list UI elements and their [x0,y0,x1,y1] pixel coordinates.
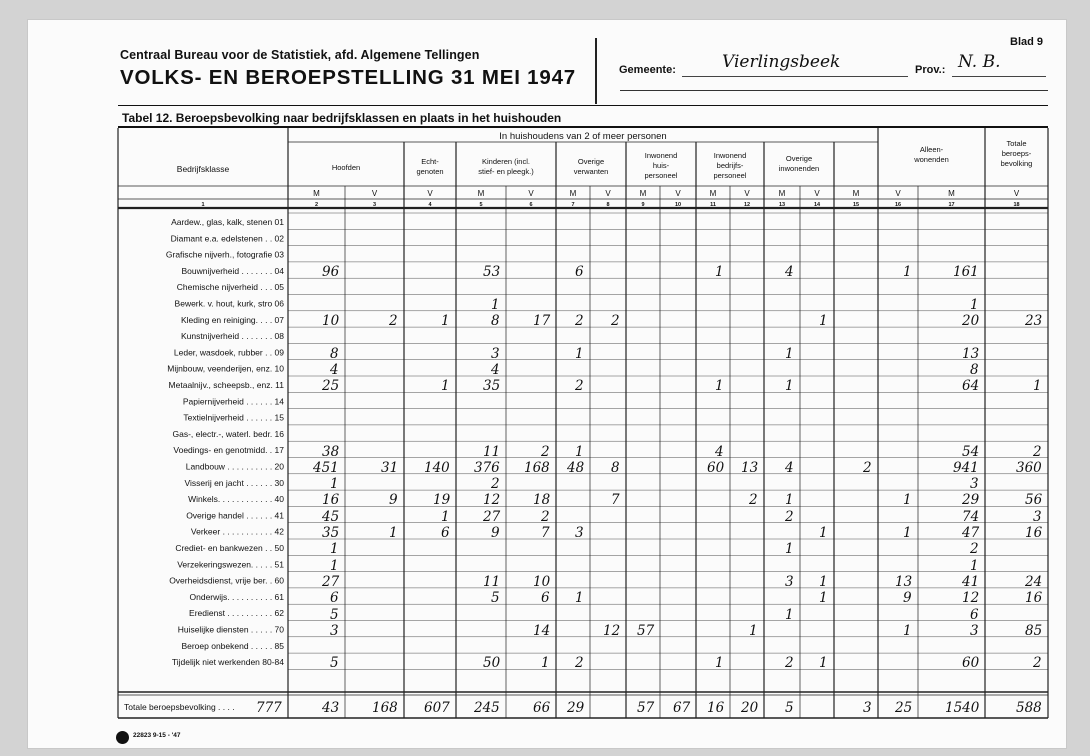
table-cell-value: 1 [785,492,794,509]
table-cell-value: 941 [953,459,979,476]
table-cell-value: 74 [962,508,980,525]
table-cell-value: 16 [322,492,340,509]
bedrijfsklasse-label: Aardew., glas, kalk, stenen 01 [171,217,284,227]
table-cell-value: 1 [1033,378,1042,395]
table-cell-value: 1 [970,296,979,313]
totals-cell-value: 3 [863,700,872,716]
table-cell-value: 13 [895,573,913,590]
mv-label: M [477,189,485,198]
totals-label: Totale beroepsbevolking . . . . [124,702,235,712]
inwonend-bedrijfspersoneel-header: personeel [713,171,747,180]
totals-cell-value: 168 [372,700,398,716]
totals-cell-value: 5 [785,700,794,716]
bedrijfsklasse-label: Eredienst . . . . . . . . . . 62 [189,608,284,619]
table-cell-value: 1 [715,655,724,672]
table-cell-value: 2 [541,443,550,460]
overige-verwanten-header: Overige [577,157,605,166]
table-cell-value: 8 [330,345,339,362]
mv-label: V [528,189,534,198]
table-cell-value: 2 [575,655,584,672]
table-cell-value: 1 [819,313,828,330]
mv-label: M [852,189,860,198]
table-cell-value: 27 [322,573,340,590]
table-cell-value: 1 [785,378,794,395]
column-number: 18 [1013,202,1020,208]
bedrijfsklasse-label: Voedings- en genotmidd. . 17 [173,445,284,456]
kinderen-header: stief- en pleegk.) [478,167,534,176]
alleenwonenden-header: Alleen- [919,145,944,154]
table-cell-value: 2 [491,476,500,493]
table-cell-value: 23 [1025,313,1043,330]
bedrijfsklasse-label: Overige handel . . . . . . 41 [186,510,284,521]
table-cell-value: 1 [389,525,398,541]
overige-verwanten-header: verwanten [573,167,609,176]
table-cell-value: 6 [575,264,584,281]
bedrijfsklasse-label: Visserij en jacht . . . . . . 30 [184,477,284,488]
table-cell-value: 1 [785,345,794,362]
table-cell-value: 4 [330,362,339,378]
table-cell-value: 19 [433,492,451,509]
totals-cell-value: 777 [256,700,282,716]
bedrijfsklasse-label: Gas-, electr.-, waterl. bedr. 16 [172,428,284,439]
bedrijfsklasse-header: Bedrijfsklasse [176,164,230,174]
column-number: 7 [571,202,575,208]
table-cell-value: 168 [524,459,550,476]
table-cell-value: 1 [541,655,550,672]
inwonend-bedrijfspersoneel-header: Inwonend [713,151,747,160]
table-cell-value: 31 [381,459,399,476]
table-cell-value: 1 [903,492,912,509]
table-title: Tabel 12. Beroepsbevolking naar bedrijfsklassen en plaats in het huishouden [122,111,562,125]
table-cell-value: 2 [541,508,550,525]
bedrijfsklasse-label: Onderwijs. . . . . . . . . . 61 [189,591,284,602]
alleenwonenden-header: wonenden [914,155,949,164]
table-cell-value: 50 [483,655,501,672]
table-cell-value: 4 [715,443,724,460]
printer-logo-icon [116,731,129,744]
table-cell-value: 1 [819,573,828,590]
table-cell-value: 35 [322,525,340,541]
inwonend-huispersoneel-header: personeel [644,171,678,180]
column-number: 15 [852,202,860,208]
column-number: 6 [529,202,533,208]
table-cell-value: 48 [567,459,585,476]
table-cell-value: 161 [953,264,979,281]
table-cell-value: 35 [483,378,501,395]
table-cell-value: 11 [483,573,501,590]
table-cell-value: 1 [785,606,794,623]
table-cell-value: 56 [1025,492,1043,509]
column-number: 8 [606,202,610,208]
table-cell-value: 64 [962,378,980,395]
totals-cell-value: 245 [474,700,500,716]
table-cell-value: 2 [1033,655,1042,672]
totals-cell-value: 66 [533,700,551,716]
table-cell-value: 3 [575,525,584,541]
bedrijfsklasse-label: Huiselijke diensten . . . . . 70 [177,624,284,635]
bedrijfsklasse-label: Bouwnijverheid . . . . . . . 04 [181,265,284,276]
table-cell-value: 60 [707,459,725,476]
mv-label: M [709,189,717,198]
totals-cell-value: 20 [741,700,759,716]
bedrijfsklasse-label: Overheidsdienst, vrije ber. . 60 [169,575,284,586]
table-cell-value: 2 [785,508,794,525]
table-cell-value: 17 [533,313,551,330]
table-cell-value: 5 [330,606,339,623]
mv-label: M [639,189,647,198]
column-number: 4 [428,202,432,208]
gemeente-label: Gemeente: [619,64,676,76]
bedrijfsklasse-label: Leder, wasdoek, rubber . . 09 [173,347,284,358]
table-cell-value: 9 [389,492,398,509]
mv-label: V [744,189,750,198]
table-cell-value: 24 [1025,573,1043,590]
mv-label: V [895,189,901,198]
table-cell-value: 1 [903,525,912,541]
table-cell-value: 13 [962,345,980,362]
table-cell-value: 11 [483,443,501,460]
bedrijfsklasse-label: Grafische nijverh., fotografie 03 [165,249,284,260]
table-cell-value: 2 [1033,443,1042,460]
echtgenoten-header: genoten [416,167,444,176]
column-number: 14 [813,202,821,208]
table-cell-value: 5 [491,590,500,607]
echtgenoten-header: Echt- [421,157,439,166]
sheet-number: Blad 9 [1010,36,1044,48]
bedrijfsklasse-label: Landbouw . . . . . . . . . . 20 [185,461,284,472]
table-cell-value: 7 [541,525,550,541]
bedrijfsklasse-label: Verzekeringswezen. . . . . 51 [177,559,284,570]
totals-cell-value: 1540 [945,700,980,716]
totals-cell-value: 57 [637,700,655,716]
table-cell-value: 14 [533,622,551,639]
totals-cell-value: 16 [707,700,725,716]
column-number: 17 [948,202,955,208]
mv-label: M [313,189,320,198]
table-cell-value: 140 [424,459,450,476]
table-cell-value: 54 [962,443,980,460]
totale-beroepsbevolking-header: beroeps- [1001,149,1032,158]
table-cell-value: 2 [749,492,758,509]
table-cell-value: 1 [970,557,979,574]
table-cell-value: 10 [533,573,551,590]
table-cell-value: 2 [575,378,584,395]
mv-label: M [948,189,955,198]
bedrijfsklasse-label: Metaalnijv., scheepsb., enz. 11 [168,380,284,390]
table-cell-value: 57 [637,622,655,639]
table-cell-value: 12 [962,590,980,607]
table-cell-value: 2 [389,313,398,330]
table-cell-value: 1 [441,378,450,395]
column-number: 1 [201,202,205,208]
totale-beroepsbevolking-header: bevolking [1000,159,1033,168]
column-number: 2 [314,202,319,208]
bedrijfsklasse-label: Bewerk. v. hout, kurk, stro 06 [174,298,284,309]
table-cell-value: 6 [441,525,450,541]
bedrijfsklasse-label: Mijnbouw, veenderijen, enz. 10 [167,363,284,374]
table-cell-value: 1 [575,443,584,460]
table-cell-value: 360 [1016,459,1042,476]
table-cell-value: 9 [491,525,500,541]
table-cell-value: 20 [962,313,980,330]
table-cell-value: 8 [491,313,500,330]
table-cell-value: 6 [970,606,979,623]
table-cell-value: 1 [715,378,724,395]
mv-label: V [371,189,378,198]
table-cell-value: 1 [441,313,450,330]
table-cell-value: 12 [483,492,501,509]
table-cell-value: 4 [785,264,794,281]
table-cell-value: 13 [741,459,759,476]
totale-beroepsbevolking-header: Totale [1006,139,1027,148]
print-code: 22823 9-15 - '47 [133,732,181,739]
bedrijfsklasse-label: Textielnijverheid . . . . . . 15 [183,412,284,423]
bedrijfsklasse-label: Papiernijverheid . . . . . . 14 [182,396,284,407]
table-cell-value: 53 [483,264,501,281]
bedrijfsklasse-label: Kunstnijverheid . . . . . . . 08 [181,331,284,342]
table-cell-value: 451 [313,459,339,476]
table-cell-value: 41 [962,573,980,590]
table-cell-value: 8 [611,459,620,476]
mv-label: M [569,189,577,198]
bedrijfsklasse-label: Tijdelijk niet werkenden 80-84 [171,657,284,668]
table-cell-value: 25 [322,378,340,395]
table-cell-value: 4 [785,459,794,476]
bedrijfsklasse-label: Verkeer . . . . . . . . . . . 42 [190,526,284,537]
mv-label: V [427,189,433,198]
mv-label: V [1013,189,1020,198]
mv-label: V [675,189,681,198]
table-cell-value: 6 [330,590,339,607]
table-cell-value: 3 [785,573,794,590]
overige-inwonenden-header: Overige [785,154,813,163]
inwonend-huispersoneel-header: huis- [652,161,670,170]
table-cell-value: 1 [715,264,724,281]
bedrijfsklasse-label: Winkels. . . . . . . . . . . . 40 [188,494,284,505]
prov-value[interactable]: N. B. [958,52,1001,72]
column-number: 10 [674,202,682,208]
table-cell-value: 60 [962,655,980,672]
table-cell-value: 2 [611,313,620,330]
table-cell-value: 1 [903,264,912,281]
table-cell-value: 3 [970,476,979,493]
table-cell-value: 8 [970,362,979,378]
bureau-name: Centraal Bureau voor de Statistiek, afd. Algemene Tellingen [120,48,480,62]
table-cell-value: 3 [491,345,500,362]
kinderen-header: Kinderen (incl. [482,157,530,166]
table-cell-value: 1 [575,590,584,607]
totals-cell-value: 43 [322,700,340,716]
table-cell-value: 1 [903,622,912,639]
totals-cell-value: 607 [424,700,450,716]
table-cell-value: 5 [330,655,339,672]
table-cell-value: 376 [474,459,500,476]
table-cell-value: 3 [330,622,339,639]
table-cell-value: 1 [819,525,828,541]
table-cell-value: 27 [483,508,501,525]
table-cell-value: 12 [603,622,621,639]
inwonend-bedrijfspersoneel-header: bedrijfs- [716,161,744,170]
totals-cell-value: 588 [1016,700,1042,716]
table-cell-value: 16 [1025,590,1043,607]
bedrijfsklasse-label: Kleding en reiniging. . . . 07 [180,314,284,325]
table-cell-value: 2 [575,313,584,330]
table-cell-value: 3 [1033,508,1042,525]
table-cell-value: 1 [330,476,339,493]
column-number: 11 [710,202,716,208]
table-cell-value: 16 [1025,525,1043,541]
column-number: 12 [743,202,751,208]
table-cell-value: 3 [970,622,979,639]
hoofden-header: Hoofden [331,163,361,172]
table-cell-value: 4 [491,362,500,378]
table-cell-value: 1 [330,541,339,558]
totals-cell-value: 25 [895,700,913,716]
bedrijfsklasse-label: Beroep onbekend . . . . . 85 [181,640,284,651]
table-cell-value: 38 [322,443,340,460]
form-title: VOLKS- EN BEROEPSTELLING 31 MEI 1947 [120,66,576,89]
table-cell-value: 45 [322,508,340,525]
column-number: 3 [372,202,377,208]
bedrijfsklasse-label: Diamant e.a. edelstenen . . 02 [170,233,284,244]
table-cell-value: 1 [785,541,794,558]
table-cell-value: 96 [322,264,340,281]
prov-label: Prov.: [915,64,946,76]
bedrijfsklasse-label: Chemische nijverheid . . . 05 [176,282,284,293]
table-cell-value: 47 [962,525,980,541]
huishoudens-group-header: In huishoudens van 2 of meer personen [499,131,667,142]
table-cell-value: 1 [819,655,828,672]
table-cell-value: 1 [575,345,584,362]
mv-label: M [778,189,786,198]
overige-inwonenden-header: inwonenden [778,164,820,173]
mv-label: V [605,189,611,198]
table-cell-value: 9 [903,590,912,607]
column-number: 16 [894,202,902,208]
table-cell-value: 7 [611,492,620,509]
table-cell-value: 29 [962,492,980,509]
table-cell-value: 18 [533,492,551,509]
column-number: 5 [479,202,483,208]
table-cell-value: 1 [491,296,500,313]
totals-cell-value: 67 [673,700,691,716]
table-cell-value: 1 [749,622,758,639]
bedrijfsklasse-label: Crediet- en bankwezen . . 50 [175,543,284,553]
table-cell-value: 6 [541,590,550,607]
gemeente-value[interactable]: Vierlingsbeek [722,52,841,72]
table-cell-value: 10 [322,313,340,330]
column-number: 13 [778,202,786,208]
table-cell-value: 2 [970,541,979,558]
table-cell-value: 2 [785,655,794,672]
table-cell-value: 1 [441,508,450,525]
column-number: 9 [641,202,645,208]
table-cell-value: 2 [863,459,872,476]
table-cell-value: 1 [330,557,339,574]
totals-cell-value: 29 [567,700,585,716]
inwonend-huispersoneel-header: Inwonend [644,151,678,160]
mv-label: V [814,189,820,198]
table-cell-value: 1 [819,590,828,607]
table-cell-value: 85 [1025,622,1043,639]
